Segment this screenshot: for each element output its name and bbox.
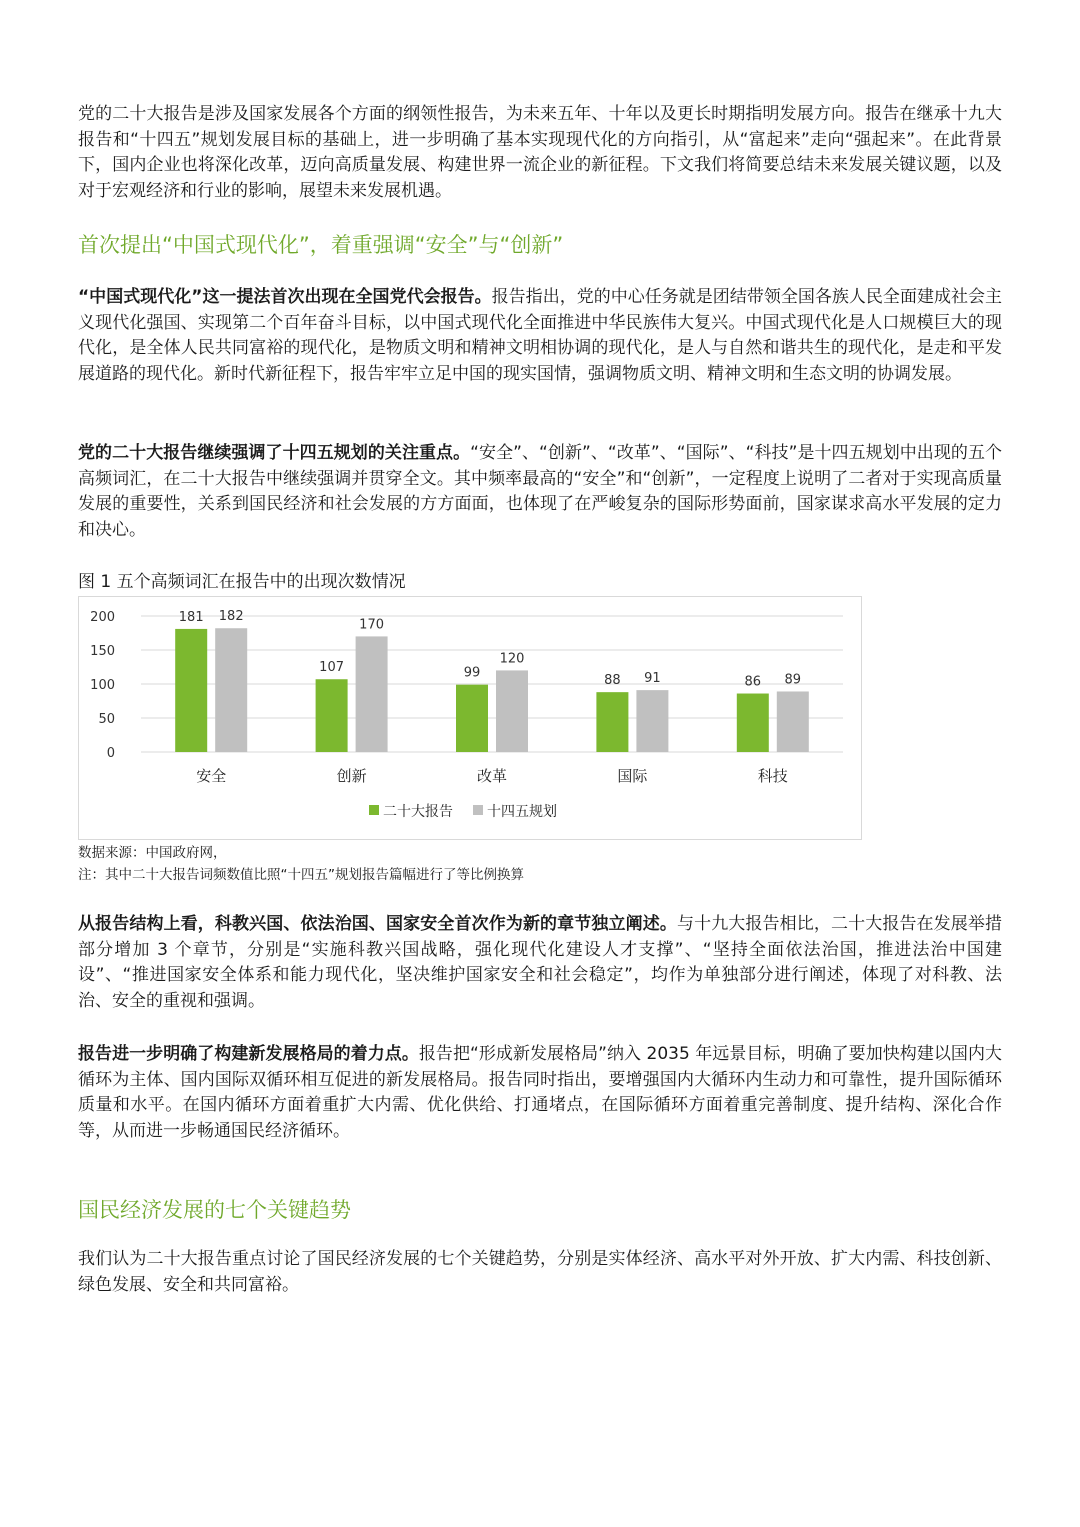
- bar: [456, 685, 488, 752]
- legend-swatch: [473, 805, 483, 815]
- data-label: 182: [218, 609, 244, 625]
- paragraph-body: 报告指出，党的中心任务就是团结带领全国各族人民全面建成社会主义现代化强国、实现第二个百年奋斗目标，以中国式现代化全面推进中华民族伟大复兴。中国式现代化是人口规模巨大的现代化，是全体人民共同富裕的现代化，是物质文明和精神文明相协调的现代化，是人与自然和谐共生的现代化，是走和平发展道路的现代化。新时代新征程下，报告牢牢立足中国的现实国情，强调物质文明、精神文明和生态文明的协调发展。: [78, 287, 1002, 384]
- paragraph-focus: [78, 441, 1002, 543]
- x-tick-label: 改革: [476, 767, 508, 785]
- x-tick-label: 科技: [757, 767, 788, 785]
- bar: [356, 636, 388, 752]
- bar: [777, 691, 809, 752]
- y-tick-label: 100: [90, 678, 115, 693]
- paragraph-body: 我们认为二十大报告重点讨论了国民经济发展的七个关键趋势，分别是实体经济、高水平对外开放、扩大内需、科技创新、绿色发展、安全和共同富裕。: [78, 1249, 1002, 1295]
- x-tick-label: 创新: [336, 767, 367, 785]
- legend-label: 十四五规划: [487, 804, 557, 820]
- x-tick-label: 安全: [196, 767, 227, 785]
- paragraph-lead: 报告进一步明确了构建新发展格局的着力点。: [78, 1044, 419, 1064]
- paragraph-lead: “中国式现代化”这一提法首次出现在全国党代会报告。: [78, 287, 492, 307]
- bar: [737, 694, 769, 752]
- paragraph-structure: [78, 912, 1002, 1014]
- paragraph-trends: [78, 1247, 1002, 1298]
- data-label: 88: [604, 673, 621, 689]
- data-label: 181: [178, 609, 204, 625]
- data-label: 120: [499, 651, 525, 667]
- data-label: 86: [744, 674, 762, 690]
- bar: [636, 690, 668, 752]
- intro-text: 党的二十大报告是涉及国家发展各个方面的纲领性报告，为未来五年、十年以及更长时期指明发展方向。报告在继承十九大报告和“十四五”规划发展目标的基础上，进一步明确了基本实现现代化的方向指引，从“富起来”走向“强起来”。在此背景下，国内企业也将深化改革，迈向高质量发展、构建世界一流企业的新征程。下文我们将简要总结未来发展关键议题，以及对于宏观经济和行业的影响，展望未来发展机遇。: [78, 104, 1002, 201]
- paragraph-lead: 党的二十大报告继续强调了十四五规划的关注重点。: [78, 443, 471, 463]
- data-label: 91: [644, 671, 661, 687]
- paragraph-body: 报告把“形成新发展格局”纳入 2035 年远景目标，明确了要加快构建以国内大循环为主体、国内国际双循环相互促进的新发展格局。报告同时指出，要增强国内大循环内生动力和可靠性，提升国际循环质量和水平。在国内循环方面着重扩大内需、优化供给、打通堵点，在国际循环方面着重完善制度、提升结构、深化合作等，从而进一步畅通国民经济循环。: [78, 1044, 1002, 1141]
- paragraph-lead: 从报告结构上看，科教兴国、依法治国、国家安全首次作为新的章节独立阐述。: [78, 914, 677, 934]
- y-tick-label: 200: [90, 610, 115, 625]
- bar: [496, 670, 528, 752]
- y-tick-label: 50: [98, 712, 115, 727]
- data-label: 170: [359, 617, 385, 633]
- bar-chart-svg: [79, 597, 861, 839]
- paragraph-development-pattern: [78, 1042, 1002, 1144]
- figure-note: 注：其中二十大报告词频数值比照“十四五”规划报告篇幅进行了等比例换算: [78, 867, 524, 883]
- section-heading-1: 首次提出“中国式现代化”，着重强调“安全”与“创新”: [78, 233, 564, 257]
- data-label: 107: [319, 660, 345, 676]
- bar-chart: [78, 596, 862, 840]
- intro-paragraph: [78, 102, 1002, 204]
- paragraph-modernization: [78, 285, 1002, 387]
- data-label: 99: [463, 665, 481, 681]
- bar: [215, 628, 247, 752]
- paragraph-body: 与十九大报告相比，二十大报告在发展举措部分增加 3 个章节，分别是“实施科教兴国战略，强化现代化建设人才支撑”、“坚持全面依法治国，推进法治中国建设”、“推进国家安全体系和能力现代化，坚决维护国家安全和社会稳定”，均作为单独部分进行阐述，体现了对科教、法治、安全的重视和强调。: [78, 914, 1003, 1011]
- bar: [175, 629, 207, 752]
- paragraph-body: “安全”、“创新”、“改革”、“国际”、“科技”是十四五规划中出现的五个高频词汇，在二十大报告中继续强调并贯穿全文。其中频率最高的“安全”和“创新”，一定程度上说明了二者对于实现高质量发展的重要性，关系到国民经济和社会发展的方方面面，也体现了在严峻复杂的国际形势面前，国家谋求高水平发展的定力和决心。: [78, 443, 1003, 540]
- section-heading-2: 国民经济发展的七个关键趋势: [78, 1198, 351, 1222]
- figure-title: 图 1 五个高频词汇在报告中的出现次数情况: [78, 572, 406, 592]
- bar: [316, 679, 348, 752]
- legend-label: 二十大报告: [383, 804, 453, 820]
- y-tick-label: 150: [90, 644, 115, 659]
- x-tick-label: 国际: [617, 767, 648, 785]
- bar: [596, 692, 628, 752]
- legend-swatch: [369, 805, 379, 815]
- figure-source: 数据来源：中国政府网，: [78, 845, 227, 861]
- y-tick-label: 0: [106, 746, 115, 761]
- data-label: 89: [784, 672, 802, 688]
